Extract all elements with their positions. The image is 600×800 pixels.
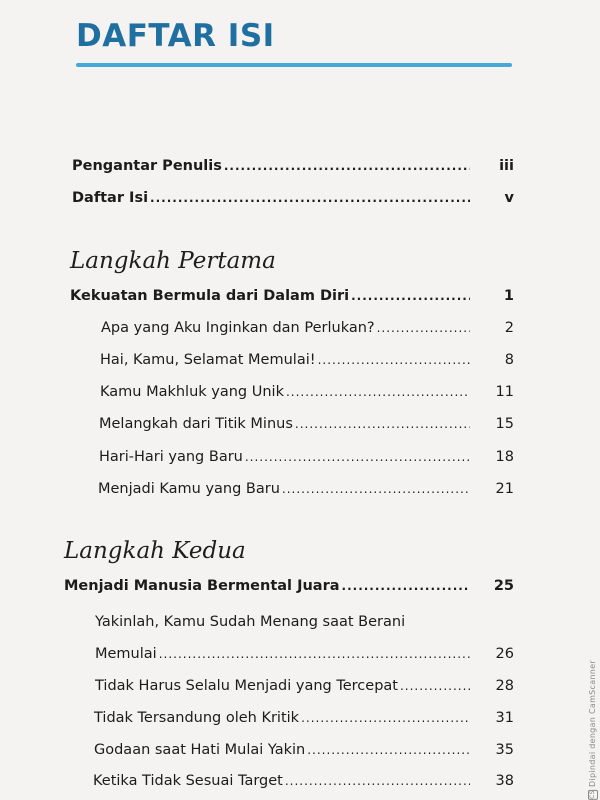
- title-underline: [76, 63, 512, 67]
- toc-subentry: [98, 481, 514, 505]
- toc-leader-dots: [295, 417, 470, 431]
- toc-leader-dots: [301, 711, 470, 725]
- toc-leader-dots: [285, 774, 470, 788]
- toc-subentry: [95, 646, 514, 670]
- toc-leader-dots: [342, 579, 470, 593]
- toc-entry-label: Tidak Harus Selalu Menjadi yang Tercepat: [95, 678, 398, 694]
- toc-entry-page: 15: [495, 416, 514, 432]
- toc-entry-label: Godaan saat Hati Mulai Yakin: [94, 742, 306, 758]
- toc-leader-dots: [318, 353, 470, 367]
- watermark-text: Dipindai dengan CamScanner: [588, 660, 597, 787]
- camscanner-icon: CS: [589, 790, 596, 799]
- page-title: DAFTAR ISI: [76, 18, 275, 54]
- toc-entry-page: 18: [495, 449, 514, 465]
- toc-subentry: [99, 416, 514, 440]
- scanner-watermark: [588, 660, 598, 800]
- toc-entry-page: 25: [493, 578, 514, 594]
- toc-chapter-entry: [70, 288, 514, 312]
- toc-subentry: [101, 320, 514, 344]
- toc-entry-label: Melangkah dari Titik Minus: [99, 416, 293, 432]
- toc-leader-dots: [400, 679, 470, 693]
- toc-leader-dots: [307, 743, 470, 757]
- toc-entry: [72, 158, 514, 182]
- chapter-heading: Langkah Kedua: [64, 538, 246, 564]
- chapter-heading: Langkah Pertama: [70, 248, 276, 274]
- toc-leader-dots: [351, 289, 470, 303]
- toc-subentry: [93, 773, 514, 797]
- toc-entry-page: 26: [495, 646, 514, 662]
- toc-entry-page: 2: [504, 320, 514, 336]
- toc-entry-page: 28: [495, 678, 514, 694]
- toc-leader-dots: [377, 321, 470, 335]
- toc-entry-label: Hai, Kamu, Selamat Memulai!: [100, 352, 316, 368]
- toc-subentry: [94, 710, 514, 734]
- toc-entry-page: 21: [495, 481, 514, 497]
- toc-leader-dots: [150, 191, 470, 205]
- toc-entry-label: Kamu Makhluk yang Unik: [100, 384, 284, 400]
- toc-entry-page: 11: [495, 384, 514, 400]
- toc-leader-dots: [245, 450, 470, 464]
- toc-entry-page: 1: [503, 288, 514, 304]
- toc-entry-label: Pengantar Penulis: [72, 158, 222, 174]
- toc-chapter-entry: [64, 578, 514, 602]
- toc-subentry: [100, 384, 514, 408]
- toc-entry-label: Menjadi Manusia Bermental Juara: [64, 578, 340, 594]
- toc-entry: [72, 190, 514, 214]
- toc-entry-page: 35: [495, 742, 514, 758]
- toc-entry-label: Kekuatan Bermula dari Dalam Diri: [70, 288, 350, 304]
- toc-entry-page: v: [504, 190, 514, 206]
- toc-leader-dots: [159, 647, 470, 661]
- toc-leader-dots: [224, 159, 470, 173]
- toc-entry-label: Memulai: [95, 646, 157, 662]
- toc-leader-dots: [286, 385, 470, 399]
- toc-subentry-line1: Yakinlah, Kamu Sudah Menang saat Berani: [95, 614, 406, 630]
- toc-subentry: [95, 678, 514, 702]
- toc-subentry: [94, 742, 514, 766]
- toc-leader-dots: [282, 482, 470, 496]
- toc-subentry: [99, 449, 514, 473]
- toc-entry-label: Hari-Hari yang Baru: [99, 449, 243, 465]
- toc-entry-page: 8: [504, 352, 514, 368]
- toc-entry-page: 31: [495, 710, 514, 726]
- toc-entry-label: Ketika Tidak Sesuai Target: [93, 773, 283, 789]
- toc-entry-page: iii: [499, 158, 514, 174]
- toc-subentry: [100, 352, 514, 376]
- toc-entry-page: 38: [495, 773, 514, 789]
- toc-entry-label: Daftar Isi: [72, 190, 149, 206]
- toc-entry-label: Menjadi Kamu yang Baru: [98, 481, 280, 497]
- toc-entry-label: Tidak Tersandung oleh Kritik: [94, 710, 300, 726]
- toc-entry-label: Apa yang Aku Inginkan dan Perlukan?: [101, 320, 375, 336]
